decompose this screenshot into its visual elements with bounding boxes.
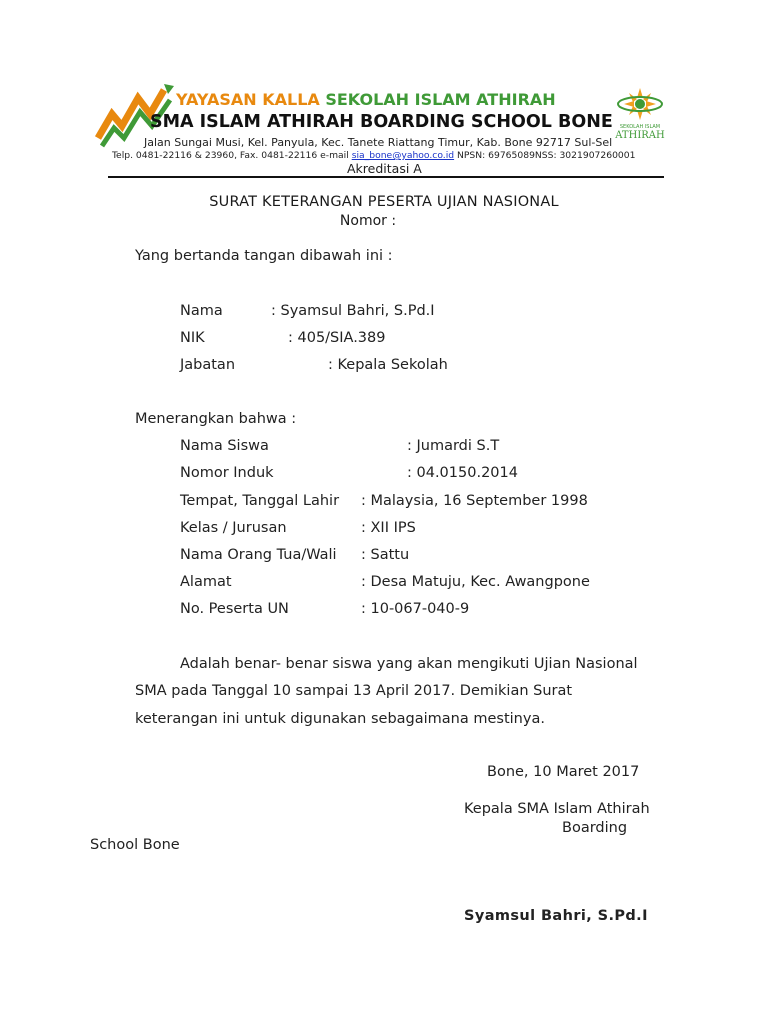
contact-npsn-nss: NPSN: 69765089NSS: 3021907260001 bbox=[454, 150, 636, 161]
school-address: Jalan Sungai Musi, Kel. Panyula, Kec. Tanete Riattang Timur, Kab. Bone 92717 Sul-Sel bbox=[144, 136, 613, 149]
emblem-caption: ATHIRAH bbox=[615, 130, 665, 141]
student-label-id: Nomor Induk bbox=[180, 465, 274, 481]
signer-label-position: Jabatan bbox=[180, 357, 236, 373]
student-label-exam-number: No. Peserta UN bbox=[180, 601, 289, 617]
student-label-address: Alamat bbox=[180, 574, 232, 590]
letterhead-organization bbox=[176, 90, 556, 109]
student-value-birth: : Malaysia, 16 September 1998 bbox=[361, 493, 588, 509]
student-value-exam-number: : 10-067-040-9 bbox=[361, 601, 470, 617]
school-group-name: SEKOLAH ISLAM ATHIRAH bbox=[325, 90, 556, 109]
student-value-address: : Desa Matuju, Kec. Awangpone bbox=[361, 574, 590, 590]
student-label-birth: Tempat, Tanggal Lahir bbox=[180, 493, 340, 509]
school-name: SMA ISLAM ATHIRAH BOARDING SCHOOL BONE bbox=[150, 112, 613, 132]
signer-title-line-2: Boarding bbox=[562, 820, 628, 836]
body-line-1: Adalah benar- benar siswa yang akan mengikuti Ujian Nasional bbox=[180, 656, 638, 672]
signer-value-name: : Syamsul Bahri, S.Pd.I bbox=[271, 303, 435, 319]
contact-email-link[interactable]: sia_bone@yahoo.co.id bbox=[351, 150, 455, 161]
student-value-class: : XII IPS bbox=[361, 520, 416, 536]
place-date: Bone, 10 Maret 2017 bbox=[487, 764, 640, 780]
intro-text: Yang bertanda tangan dibawah ini : bbox=[135, 248, 393, 264]
signer-value-nik: : 405/SIA.389 bbox=[288, 330, 386, 346]
letter-number-label: Nomor : bbox=[339, 213, 397, 229]
foundation-name: YAYASAN KALLA bbox=[176, 90, 320, 109]
letterhead-divider bbox=[108, 176, 664, 178]
athirah-emblem-icon bbox=[608, 84, 672, 142]
signer-title-line-1: Kepala SMA Islam Athirah bbox=[464, 801, 650, 817]
body-line-3: keterangan ini untuk digunakan sebagaimana mestinya. bbox=[135, 711, 545, 727]
student-label-parent: Nama Orang Tua/Wali bbox=[180, 547, 337, 563]
accreditation: Akreditasi A bbox=[347, 161, 422, 176]
student-value-name: : Jumardi S.T bbox=[407, 438, 500, 454]
student-label-class: Kelas / Jurusan bbox=[180, 520, 287, 536]
signer-label-name: Nama bbox=[180, 303, 223, 319]
letter-title: SURAT KETERANGAN PESERTA UJIAN NASIONAL bbox=[209, 194, 559, 210]
signer-title-line-3: School Bone bbox=[90, 837, 180, 853]
signer-value-position: : Kepala Sekolah bbox=[328, 357, 448, 373]
school-contact bbox=[112, 150, 635, 161]
student-label-name: Nama Siswa bbox=[180, 438, 269, 454]
student-value-parent: : Sattu bbox=[361, 547, 410, 563]
student-value-id: : 04.0150.2014 bbox=[407, 465, 518, 481]
statement-intro: Menerangkan bahwa : bbox=[135, 411, 297, 427]
body-line-2: SMA pada Tanggal 10 sampai 13 April 2017. Demikian Surat bbox=[135, 683, 573, 699]
signer-label-nik: NIK bbox=[180, 330, 205, 346]
signature-name: Syamsul Bahri, S.Pd.I bbox=[464, 908, 648, 924]
contact-phone-fax: Telp. 0481-22116 & 23960, Fax. 0481-22116 e-mail bbox=[112, 150, 352, 161]
emblem-caption-small: SEKOLAH ISLAM bbox=[619, 124, 661, 130]
